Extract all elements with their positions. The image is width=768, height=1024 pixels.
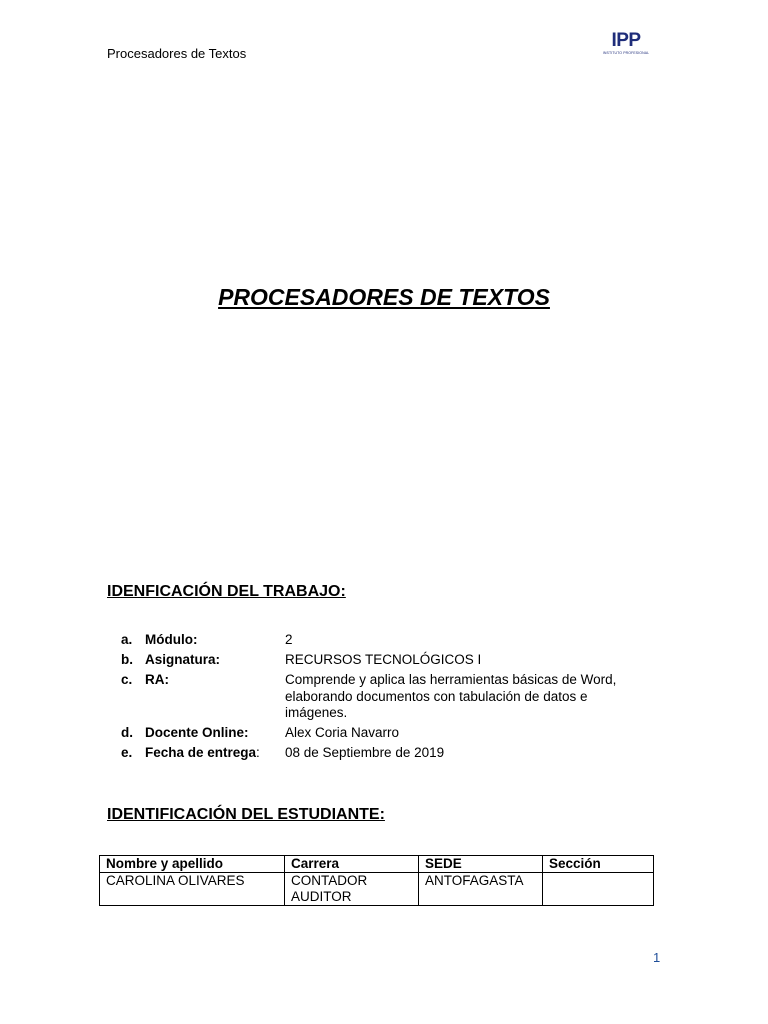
- column-header: SEDE: [419, 856, 543, 873]
- info-item-docente: [121, 725, 641, 742]
- item-label: RA:: [145, 672, 169, 687]
- table-cell: CONTADOR AUDITOR: [285, 873, 419, 906]
- info-item-asignatura: [121, 652, 641, 669]
- info-item-ra: [121, 672, 641, 722]
- table-cell: [543, 873, 654, 906]
- table-cell: CAROLINA OLIVARES: [100, 873, 285, 906]
- item-letter: e.: [121, 745, 133, 760]
- item-label: Módulo:: [145, 632, 198, 647]
- logo-subtext: INSTITUTO PROFESIONAL: [602, 51, 650, 55]
- student-section-heading: IDENTIFICACIÓN DEL ESTUDIANTE:: [107, 806, 385, 823]
- running-title: Procesadores de Textos: [107, 46, 247, 61]
- item-value: Comprende y aplica las herramientas básicas de Word, elaborando documentos con tabulación de datos e imágenes.: [285, 672, 617, 720]
- item-letter: a.: [121, 632, 133, 647]
- item-label: Fecha de entrega:: [145, 745, 260, 760]
- item-letter: d.: [121, 725, 133, 740]
- student-table: [99, 855, 654, 906]
- work-section-heading: IDENFICACIÓN DEL TRABAJO:: [107, 583, 346, 600]
- info-item-modulo: [121, 632, 641, 649]
- item-value: 08 de Septiembre de 2019: [285, 745, 445, 760]
- ipp-logo: [600, 31, 652, 56]
- item-value: Alex Coria Navarro: [285, 725, 400, 740]
- logo-mark: IPP: [611, 30, 641, 51]
- page-number: 1: [653, 950, 661, 965]
- table-row: [100, 873, 654, 906]
- item-letter: c.: [121, 672, 133, 687]
- table-header-row: [100, 856, 654, 873]
- column-header: Sección: [543, 856, 654, 873]
- item-value: 2: [285, 632, 293, 647]
- work-info-list: [121, 632, 641, 765]
- table-cell: ANTOFAGASTA: [419, 873, 543, 906]
- item-letter: b.: [121, 652, 133, 667]
- item-label: Docente Online:: [145, 725, 249, 740]
- document-title: PROCESADORES DE TEXTOS: [218, 284, 550, 310]
- column-header: Carrera: [285, 856, 419, 873]
- info-item-fecha: [121, 745, 641, 762]
- column-header: Nombre y apellido: [100, 856, 285, 873]
- item-value: RECURSOS TECNOLÓGICOS I: [285, 652, 482, 667]
- item-label: Asignatura:: [145, 652, 221, 667]
